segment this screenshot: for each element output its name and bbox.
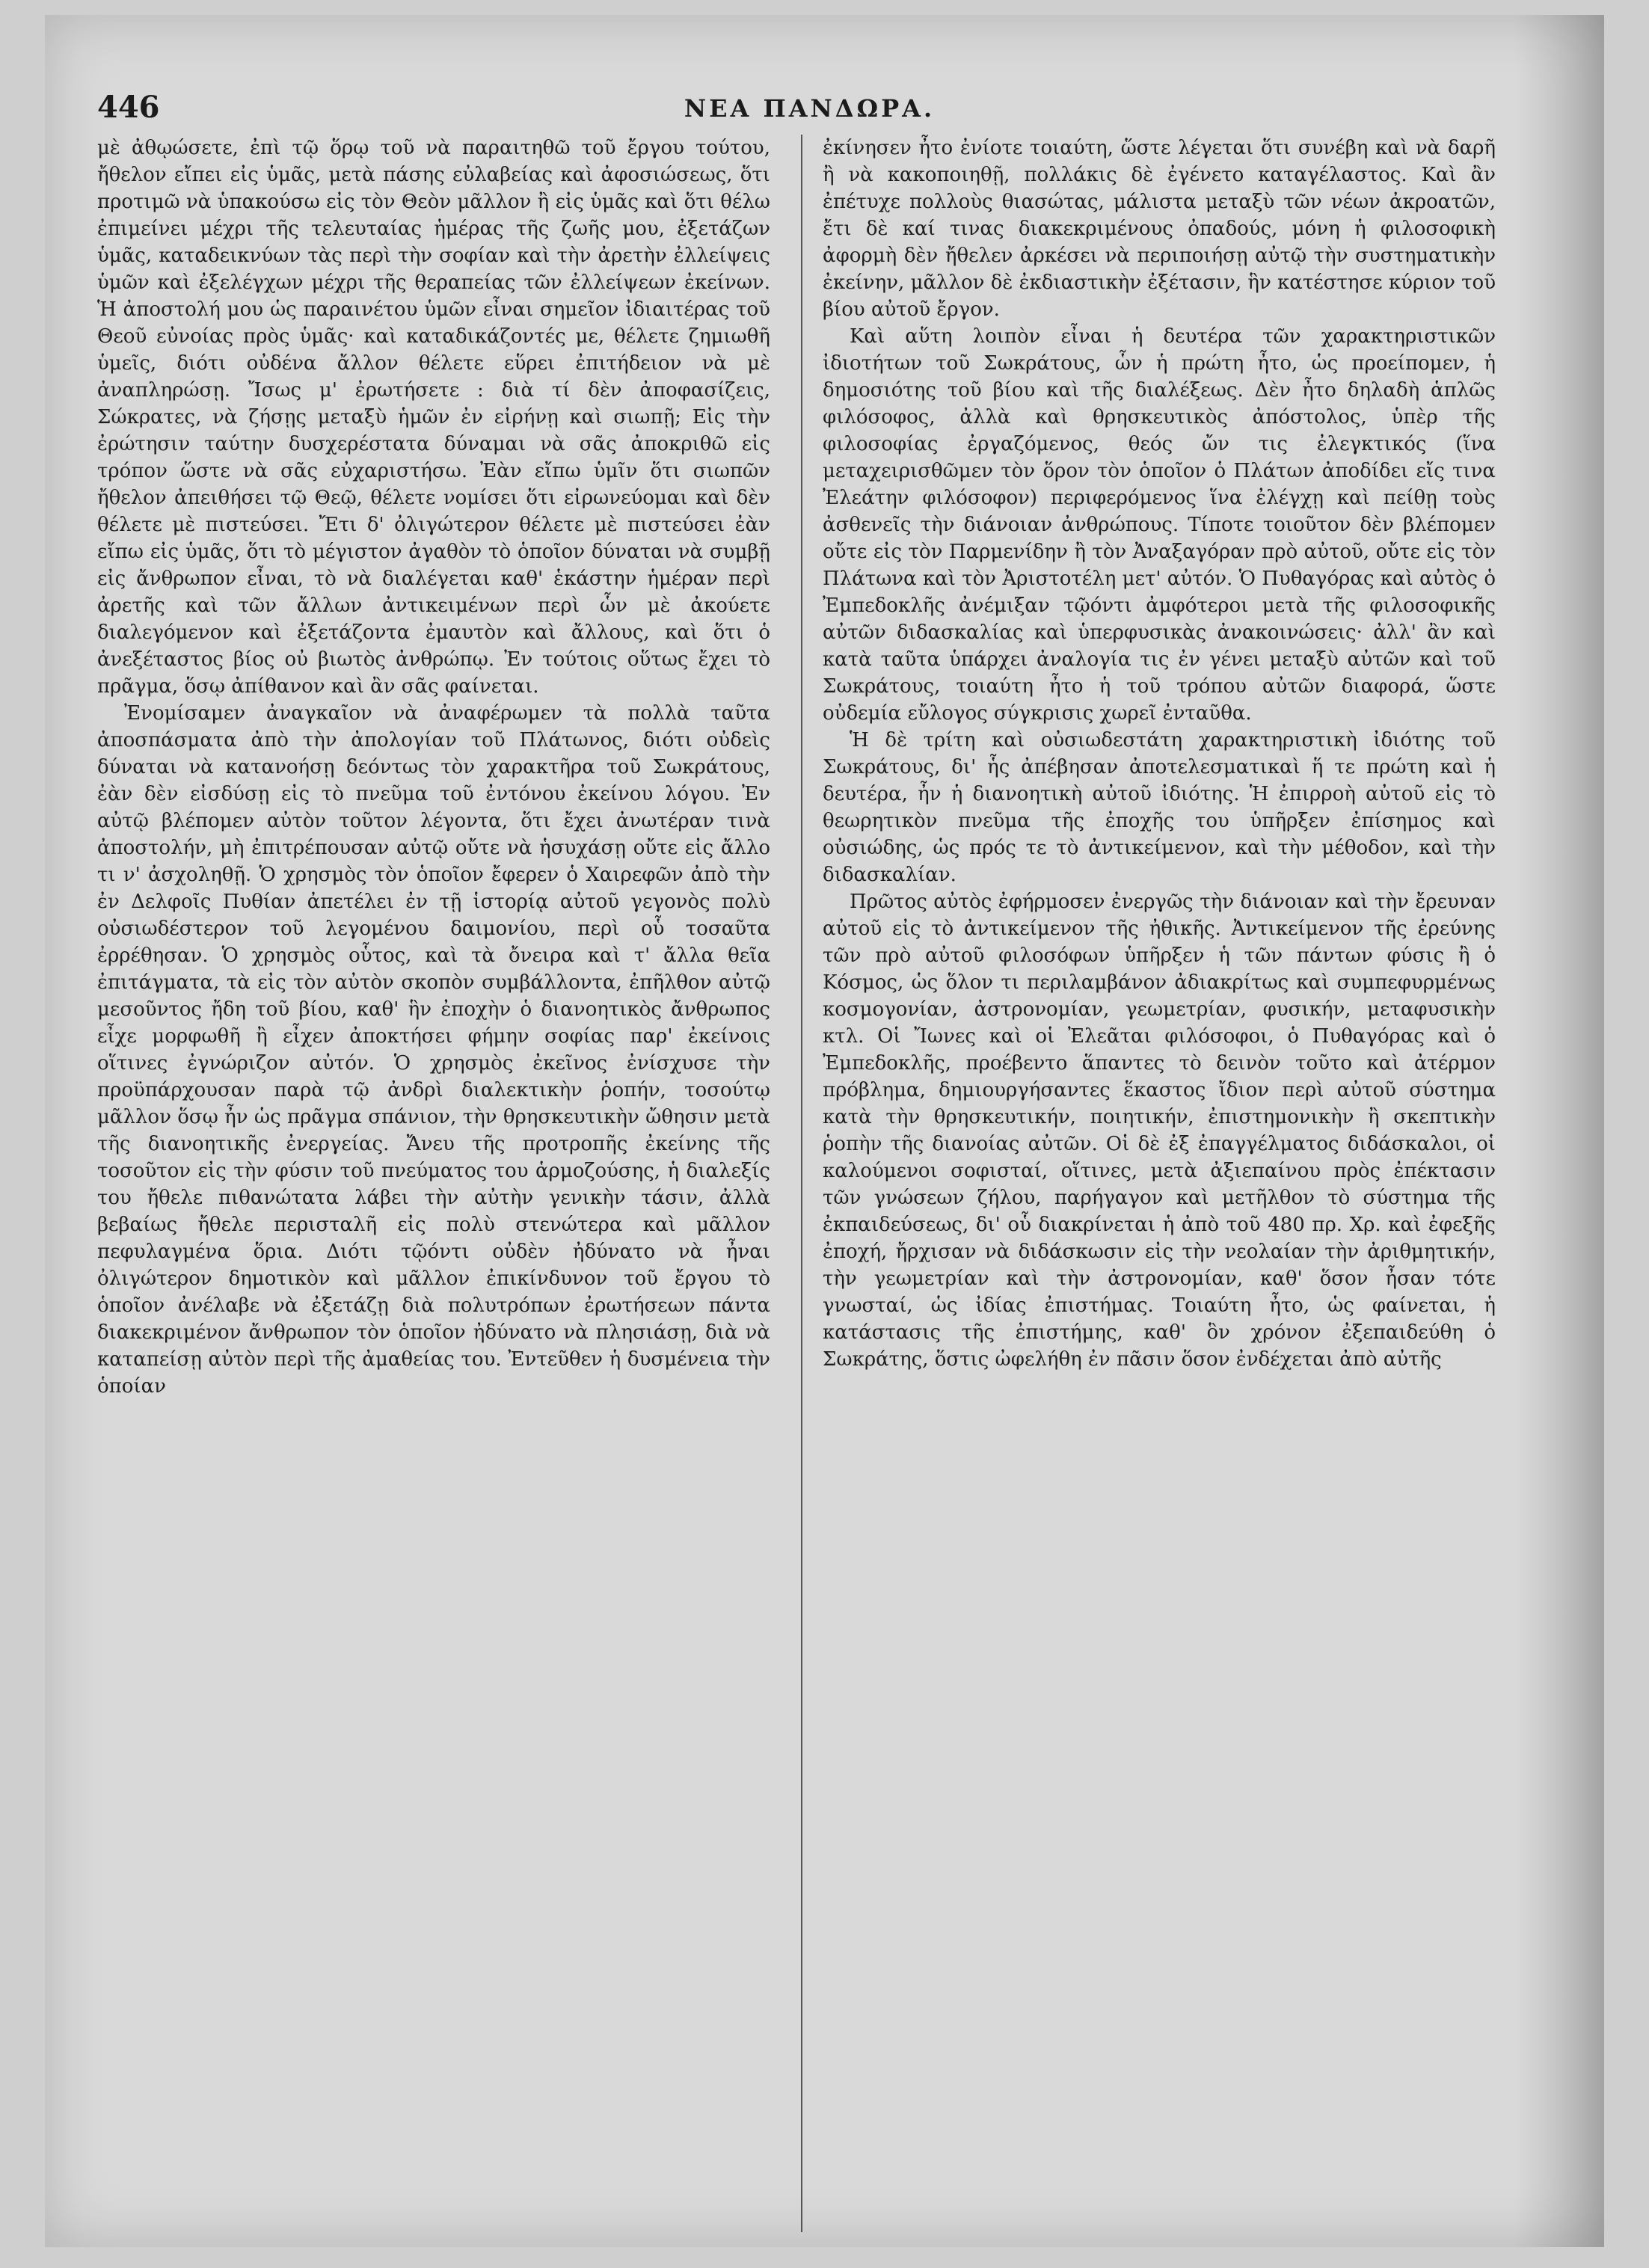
right-paragraph-4: Πρῶτος αὐτὸς ἐφήρμοσεν ἐνεργῶς τὴν διάνοιαν καὶ τὴν ἔρευναν αὐτοῦ εἰς τὸ ἀντικείμενον τῆς ἠθικῆς. Ἀντικείμενον τῆς ἐρεύνης τῶν πρὸ αὐτοῦ φιλοσόφων ὑπῆρξεν ἡ τῶν πάντων φύσις ἢ ὁ Κόσμος, ὡς ὅλον τι περιλαμβάνον ἀδιακρίτως καὶ συμπεφυρμένως κοσμογονίαν, ἀστρονομίαν, γεωμετρίαν, φυσικήν, μεταφυσικὴν κτλ. Οἱ Ἴωνες καὶ οἱ Ἐλεᾶται φιλόσοφοι, ὁ Πυθαγόρας καὶ ὁ Ἐμπεδοκλῆς, προέβεντο ἅπαντες τὸ δεινὸν τοῦτο καὶ ἀτέρμον πρόβλημα, δημιουργήσαντες ἕκαστος ἴδιον περὶ αὐτοῦ σύστημα κατὰ τὴν θρησκευτικήν, ποιητικήν, ἐπιστημονικὴν ἢ σκεπτικὴν ῥοπὴν τῆς διανοίας αὐτῶν. Οἱ δὲ ἐξ ἐπαγγέλματος διδάσκαλοι, οἱ καλούμενοι σοφισταί, οἵτινες, μετὰ ἀξιεπαίνου πρὸς ἐπέκτασιν τῶν γνώσεων ζήλου, παρήγαγον καὶ μετῆλθον τὸ σύστημα τῆς ἐκπαιδεύσεως, δι' οὗ διακρίνεται ἡ ἀπὸ τοῦ 480 πρ. Χρ. καὶ ἐφεξῆς ἐποχή, ἤρχισαν νὰ διδάσκωσιν εἰς τὴν νεολαίαν τὴν ἀριθμητικήν, τὴν γεωμετρίαν καὶ τὴν ἀστρονομίαν, καθ' ὅσον ἦσαν τότε γνωσταί, ὡς ἰδίας ἐπιστήμας. Τοιαύτη ἦτο, ὡς φαίνεται, ἡ κατάστασις τῆς ἐπιστήμης, καθ' ὃν χρόνον ἐξεπαιδεύθη ὁ Σωκράτης, ὅστις ὠφελήθη ἐν πᾶσιν ὅσον ἐνδέχεται ἀπὸ αὐτῆς bbox=[823, 891, 1496, 1371]
journal-title: ΝΕΑ ΠΑΝΔΩΡΑ. bbox=[684, 94, 936, 123]
page-gutter-shadow bbox=[1514, 15, 1604, 2247]
column-divider bbox=[801, 135, 802, 2232]
right-column bbox=[823, 135, 1496, 1373]
right-paragraph-2: Καὶ αὕτη λοιπὸν εἶναι ἡ δευτέρα τῶν χαρακτηριστικῶν ἰδιοτήτων τοῦ Σωκράτους, ὧν ἡ πρώτη ἦτο, ὡς προείπομεν, ἡ δημοσιότης τοῦ βίου καὶ τῆς διαλέξεως. Δὲν ἦτο δηλαδὴ ἁπλῶς φιλόσοφος, ἀλλὰ καὶ θρησκευτικὸς ἀπόστολος, ὑπὲρ τῆς φιλοσοφίας ἐργαζόμενος, θεός ὤν τις ἐλεγκτικός (ἵνα μεταχειρισθῶμεν τὸν ὅρον τὸν ὁποῖον ὁ Πλάτων ἀποδίδει εἴς τινα Ἐλεάτην φιλόσοφον) περιφερόμενος ἵνα ἐλέγχῃ καὶ πείθῃ τοὺς ἀσθενεῖς τὴν διάνοιαν ἀνθρώπους. Τίποτε τοιοῦτον δὲν βλέπομεν οὔτε εἰς τὸν Παρμενίδην ἢ τὸν Ἀναξαγόραν πρὸ αὐτοῦ, οὔτε εἰς τὸν Πλάτωνα καὶ τὸν Ἀριστοτέλη μετ' αὐτόν. Ὁ Πυθαγόρας καὶ αὐτὸς ὁ Ἐμπεδοκλῆς ἀνέμιξαν τῷόντι ἀμφότεροι μετὰ τῆς φιλοσοφικῆς αὐτῶν διδασκαλίας καὶ ὑπερφυσικὰς ἀνακοινώσεις· ἀλλ' ἂν καὶ κατὰ ταῦτα ὑπάρχει ἀναλογία τις ἐν γένει μεταξὺ αὐτῶν καὶ τοῦ Σωκράτους, τοιαύτη ἦτο ἡ τοῦ τρόπου αὐτῶν διαφορά, ὥστε οὐδεμία εὔλογος σύγκρισις χωρεῖ ἐνταῦθα. bbox=[823, 325, 1496, 725]
page-number: 446 bbox=[97, 90, 160, 125]
left-paragraph-2: Ἐνομίσαμεν ἀναγκαῖον νὰ ἀναφέρωμεν τὰ πολλὰ ταῦτα ἀποσπάσματα ἀπὸ τὴν ἀπολογίαν τοῦ Πλάτωνος, διότι οὐδεὶς δύναται νὰ κατανοήσῃ δεόντως τὸν χαρακτῆρα τοῦ Σωκράτους, ἐὰν δὲν εἰσδύσῃ εἰς τὸ πνεῦμα τοῦ ἐντόνου ἐκείνου λόγου. Ἐν αὐτῷ βλέπομεν αὐτὸν τοῦτον λέγοντα, ὅτι ἔχει ἀνωτέραν τινὰ ἀποστολήν, μὴ ἐπιτρέπουσαν αὐτῷ οὔτε νὰ ἡσυχάσῃ οὔτε εἰς ἄλλο τι ν' ἀσχοληθῇ. Ὁ χρησμὸς τὸν ὁποῖον ἔφερεν ὁ Χαιρεφῶν ἀπὸ τὴν ἐν Δελφοῖς Πυθίαν ἀπετέλει ἐν τῇ ἱστορίᾳ αὐτοῦ γεγονὸς πολὺ οὐσιωδέστερον τοῦ λεγομένου δαιμονίου, περὶ οὗ τοσαῦτα ἐρρέθησαν. Ὁ χρησμὸς οὗτος, καὶ τὰ ὄνειρα καὶ τ' ἄλλα θεῖα ἐπιτάγματα, τὰ εἰς τὸν αὐτὸν σκοπὸν συμβάλλοντα, ἐπῆλθον αὐτῷ μεσοῦντος ἤδη τοῦ βίου, καθ' ἣν ἐποχὴν ὁ διανοητικὸς ἄνθρωπος εἶχε μορφωθῆ ἢ εἶχεν ἀποκτήσει φήμην σοφίας παρ' ἐκείνοις οἵτινες ἐγνώριζον αὐτόν. Ὁ χρησμὸς ἐκεῖνος ἐνίσχυσε τὴν προϋπάρχουσαν παρὰ τῷ ἀνδρὶ διαλεκτικὴν ῥοπήν, τοσούτῳ μᾶλλον ὅσῳ ἦν ὡς πρᾶγμα σπάνιον, τὴν θρησκευτικὴν ὤθησιν μετὰ τῆς διανοητικῆς ἐνεργείας. Ἄνευ τῆς προτροπῆς ἐκείνης τῆς τοσοῦτον εἰς τὴν φύσιν τοῦ πνεύματος του ἁρμοζούσης, ἡ διαλεξίς του ἤθελε πιθανώτατα λάβει τὴν αὐτὴν γενικὴν τάσιν, ἀλλὰ βεβαίως ἤθελε περισταλῆ εἰς πολὺ στενώτερα καὶ μᾶλλον πεφυλαγμένα ὅρια. Διότι τῷόντι οὐδὲν ἠδύνατο νὰ ἦναι ὀλιγώτερον δημοτικὸν καὶ μᾶλλον ἐπικίνδυνον τοῦ ἔργου τὸ ὁποῖον ἀνέλαβε νὰ ἐξετάζῃ διὰ πολυτρόπων ἐρωτήσεων πάντα διακεκριμένον ἄνθρωπον τὸν ὁποῖον ἠδύνατο νὰ πλησιάσῃ, διὰ νὰ καταπείσῃ αὐτὸν περὶ τῆς ἀμαθείας του. Ἐντεῦθεν ἡ δυσμένεια τὴν ὁποίαν bbox=[97, 702, 770, 1398]
left-paragraph-1: μὲ ἀθῳώσετε, ἐπὶ τῷ ὅρῳ τοῦ νὰ παραιτηθῶ τοῦ ἔργου τούτου, ἤθελον εἴπει εἰς ὑμᾶς, μετὰ πάσης εὐλαβείας καὶ ἀφοσιώσεως, ὅτι προτιμῶ νὰ ὑπακούσω εἰς τὸν Θεὸν μᾶλλον ἢ εἰς ὑμᾶς καὶ ὅτι θέλω ἐπιμείνει μέχρι τῆς τελευταίας ἡμέρας τῆς ζωῆς μου, ἐξετάζων ὑμᾶς, καταδεικνύων τὰς περὶ τὴν σοφίαν καὶ τὴν ἀρετὴν ἐλλείψεις ὑμῶν καὶ ἐξελέγχων μέχρι τῆς θεραπείας τῶν ἐλλείψεων ἐκείνων. Ἡ ἀποστολή μου ὡς παραινέτου ὑμῶν εἶναι σημεῖον ἰδιαιτέρας τοῦ Θεοῦ εὐνοίας πρὸς ὑμᾶς· καὶ καταδικάζοντές με, θέλετε ζημιωθῆ ὑμεῖς, διότι οὐδένα ἄλλον θέλετε εὕρει ἐπιτήδειον νὰ μὲ ἀναπληρώσῃ. Ἴσως μ' ἐρωτήσετε : διὰ τί δὲν ἀποφασίζεις, Σώκρατες, νὰ ζήσῃς μεταξὺ ἡμῶν ἐν εἰρήνῃ καὶ σιωπῇ; Εἰς τὴν ἐρώτησιν ταύτην δυσχερέστατα δύναμαι νὰ σᾶς ἀποκριθῶ εἰς τρόπον ὥστε νὰ σᾶς εὐχαριστήσω. Ἐὰν εἴπω ὑμῖν ὅτι σιωπῶν ἤθελον ἀπειθήσει τῷ Θεῷ, θέλετε νομίσει ὅτι εἰρωνεύομαι καὶ δὲν θέλετε μὲ πιστεύσει. Ἔτι δ' ὀλιγώτερον θέλετε μὲ πιστεύσει ἐὰν εἴπω εἰς ὑμᾶς, ὅτι τὸ μέγιστον ἀγαθὸν τὸ ὁποῖον δύναται νὰ συμβῇ εἰς ἄνθρωπον εἶναι, τὸ νὰ διαλέγεται καθ' ἑκάστην ἡμέραν περὶ ἀρετῆς καὶ τῶν ἄλλων ἀντικειμένων περὶ ὧν μὲ ἀκούετε διαλεγόμενον καὶ ἐξετάζοντα ἐμαυτὸν καὶ ἄλλους, καὶ ὅτι ὁ ἀνεξέταστος βίος οὐ βιωτὸς ἀνθρώπῳ. Ἐν τούτοις οὕτως ἔχει τὸ πρᾶγμα, ὅσῳ ἀπίθανον καὶ ἂν σᾶς φαίνεται. bbox=[97, 137, 770, 698]
right-paragraph-3: Ἡ δὲ τρίτη καὶ οὐσιωδεστάτη χαρακτηριστικὴ ἰδιότης τοῦ Σωκράτους, δι' ἧς ἀπέβησαν ἀποτελεσματικαὶ ἥ τε πρώτη καὶ ἡ δευτέρα, ἦν ἡ διανοητικὴ αὐτοῦ ἰδιότης. Ἡ ἐπιρροὴ αὐτοῦ εἰς τὸ θεωρητικὸν πνεῦμα τῆς ἐποχῆς του ὑπῆρξεν ἐπίσημος καὶ οὐσιώδης, ὡς πρός τε τὸ ἀντικείμενον, καὶ τὴν μέθοδον, καὶ τὴν διδασκαλίαν. bbox=[823, 729, 1496, 886]
right-paragraph-1: ἐκίνησεν ἦτο ἐνίοτε τοιαύτη, ὥστε λέγεται ὅτι συνέβη καὶ νὰ δαρῆ ἢ νὰ κακοποιηθῇ, πολλάκις δὲ ἐγένετο καταγέλαστος. Καὶ ἂν ἐπέτυχε πολλοὺς θιασώτας, μάλιστα μεταξὺ τῶν νέων ἀκροατῶν, ἔτι δὲ καί τινας διακεκριμένους ὀπαδούς, μόνη ἡ φιλοσοφικὴ ἀφορμὴ δὲν ἤθελεν ἀρκέσει νὰ περιποιήσῃ αὐτῷ τὴν συστηματικὴν ἐκείνην, μᾶλλον δὲ ἐκδιαστικὴν ἐξέτασιν, ἣν κατέστησε κύριον τοῦ βίου αὐτοῦ ἔργον. bbox=[823, 137, 1496, 321]
book-page bbox=[45, 15, 1604, 2247]
left-column bbox=[97, 135, 770, 1400]
